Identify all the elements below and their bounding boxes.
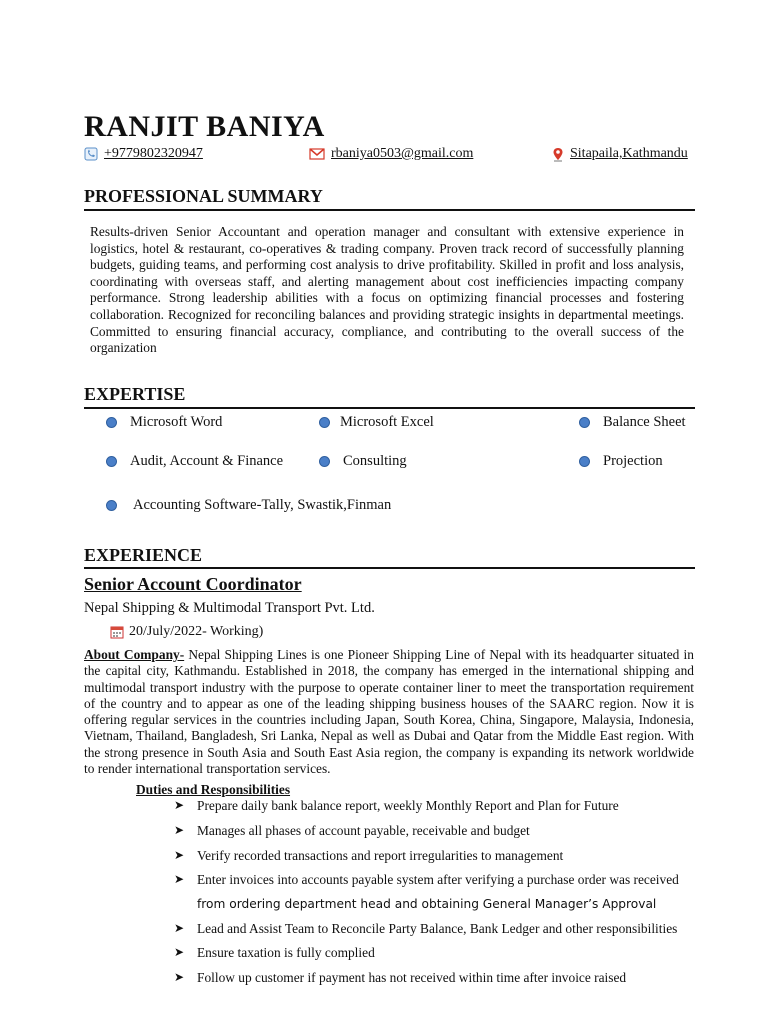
- candidate-name: RANJIT BANIYA: [84, 110, 325, 143]
- arrow-bullet-icon: ➤: [174, 798, 185, 812]
- phone-icon: [84, 147, 98, 161]
- duty-item: ➤ Follow up customer if payment has not received within time after invoice raised: [174, 970, 627, 985]
- bullet-icon: [106, 417, 117, 428]
- expertise-item: Microsoft Excel: [319, 414, 434, 431]
- bullet-icon: [106, 500, 117, 511]
- phone-number[interactable]: +9779802320947: [104, 146, 203, 161]
- email-contact[interactable]: [309, 146, 473, 162]
- section-divider: [84, 567, 695, 569]
- duty-item-continuation: from ordering department head and obtaining General Manager’s Approval: [197, 897, 657, 911]
- section-divider: [84, 209, 695, 211]
- bullet-icon: [319, 456, 330, 467]
- arrow-bullet-icon: ➤: [174, 823, 185, 837]
- bullet-icon: [106, 456, 117, 467]
- email-address[interactable]: rbaniya0503@gmail.com: [331, 146, 474, 161]
- arrow-bullet-icon: ➤: [174, 945, 185, 959]
- duty-item: ➤ Manages all phases of account payable, receivable and budget: [174, 823, 530, 838]
- expertise-item: Balance Sheet: [579, 414, 686, 431]
- arrow-bullet-icon: ➤: [174, 872, 185, 886]
- expertise-heading: EXPERTISE: [84, 384, 186, 404]
- phone-contact[interactable]: [84, 146, 203, 162]
- expertise-item: Consulting: [319, 453, 407, 470]
- job-date: 20/July/2022- Working): [110, 624, 263, 640]
- summary-text: Results-driven Senior Accountant and operation manager and consultant with extensive experience in logistics, hotel & restaurant, co-operatives & trading company. Proven track record of successfully planning budgets, guiding teams, and performing cost analysis to drive profitability. Skilled in profit and loss analysis, coordinating with overseas staff, and alerting management about cost inefficiencies impacting company performance. Strong leadership abilities with a focus on optimizing financial processes and fostering collaboration. Recognized for reconciling balances and providing strategic insights in departmental meetings. Committed to ensuring financial accuracy, compliance, and contributing to the overall success of the organization: [90, 224, 684, 356]
- expertise-item: Projection: [579, 453, 663, 470]
- about-company-text: Nepal Shipping Lines is one Pioneer Shipping Line of Nepal with its headquarter situated in the capital city, Kathmandu. Established in 2018, the company has emerged in the international shipping and multimodal transport industry with the purpose to operate container liner to meet the transportation requirement of the country and to appear as one of the leading shipping business houses of the SAARC region. Now it is offering regular services in the countries including Japan, South Korea, China, Singapore, Malaysia, Indonesia, Vietnam, Thailand, Bangladesh, Sri Lanka, Nepal as well as Dubai and Qatar from the Middle East region. With the strong presence in South Asia and South East Asia region, the company is expanding its network worldwide to render international transportation services.: [84, 647, 694, 777]
- location-text[interactable]: Sitapaila,Kathmandu: [570, 146, 688, 161]
- calendar-icon: [110, 625, 124, 639]
- location-contact[interactable]: [552, 146, 688, 162]
- duty-item: ➤ Lead and Assist Team to Reconcile Party Balance, Bank Ledger and other responsibilities: [174, 921, 678, 936]
- expertise-item: Accounting Software-Tally, Swastik,Finman: [106, 497, 391, 514]
- arrow-bullet-icon: ➤: [174, 921, 185, 935]
- arrow-bullet-icon: ➤: [174, 970, 185, 984]
- arrow-bullet-icon: ➤: [174, 848, 185, 862]
- summary-heading: PROFESSIONAL SUMMARY: [84, 186, 323, 206]
- duty-item: ➤ Enter invoices into accounts payable system after verifying a purchase order was received: [174, 872, 679, 887]
- email-icon: [309, 148, 325, 160]
- company-name: Nepal Shipping & Multimodal Transport Pvt. Ltd.: [84, 600, 375, 616]
- bullet-icon: [579, 417, 590, 428]
- about-company: [84, 647, 694, 777]
- duties-heading: Duties and Responsibilities: [136, 782, 291, 797]
- expertise-item: Audit, Account & Finance: [106, 453, 283, 470]
- duty-item: ➤ Prepare daily bank balance report, weekly Monthly Report and Plan for Future: [174, 798, 619, 813]
- experience-heading: EXPERIENCE: [84, 545, 203, 565]
- job-title: Senior Account Coordinator: [84, 574, 302, 594]
- about-company-label: About Company-: [84, 647, 185, 662]
- section-divider: [84, 407, 695, 409]
- bullet-icon: [579, 456, 590, 467]
- bullet-icon: [319, 417, 330, 428]
- duty-item: ➤ Verify recorded transactions and report irregularities to management: [174, 848, 564, 863]
- duty-item: ➤ Ensure taxation is fully complied: [174, 945, 375, 960]
- location-pin-icon: [552, 147, 564, 162]
- expertise-item: Microsoft Word: [106, 414, 222, 431]
